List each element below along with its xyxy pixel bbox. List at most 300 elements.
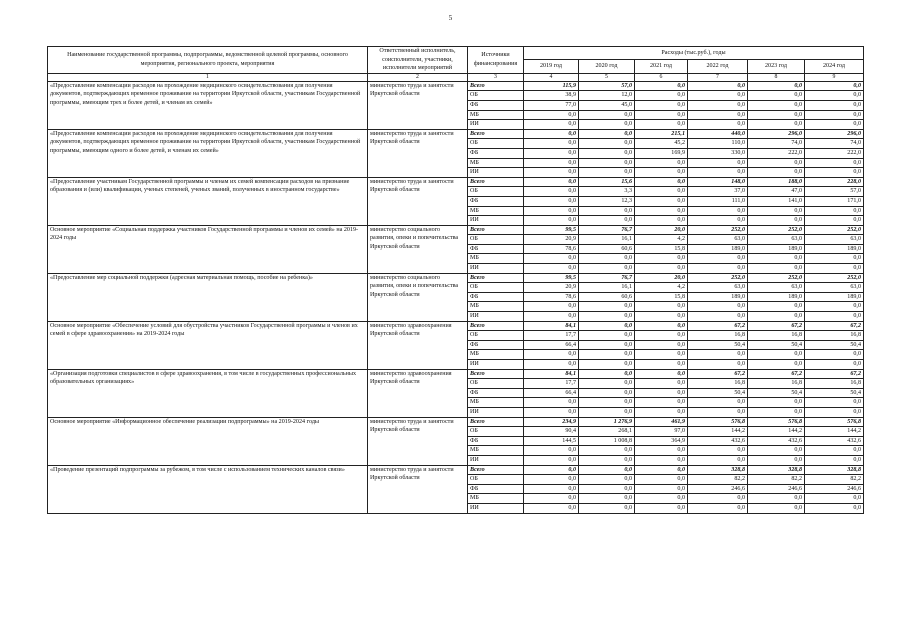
expense-value: 0,0 [635, 340, 688, 350]
expense-value: 16,8 [805, 331, 864, 341]
expense-value: 0,0 [635, 158, 688, 168]
expense-value: 0,0 [805, 446, 864, 456]
column-number: 8 [748, 73, 805, 81]
column-number: 6 [635, 73, 688, 81]
expense-value: 0,0 [688, 168, 748, 178]
expense-value: 0,0 [748, 350, 805, 360]
funding-source: Всего [468, 465, 524, 475]
expense-value: 0,0 [635, 350, 688, 360]
expense-value: 0,0 [688, 398, 748, 408]
table-row [48, 129, 864, 139]
expense-value: 432,6 [805, 436, 864, 446]
measure-name: «Проведение презентаций подпрограммы за рубежом, в том числе с использованием технических каналов связи» [48, 465, 368, 513]
expense-value: 0,0 [579, 206, 635, 216]
expense-value: 99,5 [524, 273, 579, 283]
expense-value: 246,6 [805, 484, 864, 494]
expense-value: 234,9 [524, 417, 579, 427]
expense-value: 0,0 [748, 100, 805, 110]
expense-value: 45,2 [635, 139, 688, 149]
expense-value: 252,0 [688, 225, 748, 235]
expense-value: 17,7 [524, 331, 579, 341]
expense-value: 0,0 [748, 110, 805, 120]
funding-source: Всего [468, 417, 524, 427]
expense-value: 0,0 [688, 120, 748, 130]
expense-value: 50,4 [748, 340, 805, 350]
expense-value: 0,0 [635, 484, 688, 494]
expense-value: 0,0 [805, 81, 864, 91]
expense-value: 0,0 [524, 302, 579, 312]
expense-value: 0,0 [748, 446, 805, 456]
expenses-table [47, 46, 864, 514]
table-row [48, 81, 864, 91]
expense-value: 0,0 [635, 264, 688, 274]
expense-value: 63,0 [688, 235, 748, 245]
expense-value: 0,0 [635, 196, 688, 206]
expense-value: 99,5 [524, 225, 579, 235]
expense-value: 0,0 [579, 455, 635, 465]
expense-value: 296,0 [748, 129, 805, 139]
expense-value: 0,0 [805, 494, 864, 504]
expense-value: 20,0 [635, 273, 688, 283]
expense-value: 16,1 [579, 283, 635, 293]
expense-value: 16,8 [805, 379, 864, 389]
expense-value: 0,0 [524, 484, 579, 494]
measure-name: Основное мероприятие «Информационное обеспечение реализации подпрограммы» на 2019-2024 годы [48, 417, 368, 465]
expense-value: 0,0 [524, 503, 579, 513]
expense-value: 0,0 [524, 350, 579, 360]
expense-value: 0,0 [579, 264, 635, 274]
expense-value: 0,0 [579, 340, 635, 350]
funding-source: ФБ [468, 196, 524, 206]
expense-value: 0,0 [524, 446, 579, 456]
expense-value: 0,0 [579, 139, 635, 149]
expense-value: 66,4 [524, 340, 579, 350]
header-year: 2022 год [688, 60, 748, 73]
expense-value: 74,0 [748, 139, 805, 149]
expense-value: 364,9 [635, 436, 688, 446]
expense-value: 0,0 [524, 264, 579, 274]
expense-value: 17,7 [524, 379, 579, 389]
expense-value: 1 008,8 [579, 436, 635, 446]
expense-value: 0,0 [579, 350, 635, 360]
funding-source: МБ [468, 206, 524, 216]
expense-value: 16,8 [688, 379, 748, 389]
expense-value: 144,2 [805, 427, 864, 437]
expense-value: 4,2 [635, 235, 688, 245]
funding-source: ОБ [468, 235, 524, 245]
expense-value: 189,0 [805, 292, 864, 302]
expense-value: 0,0 [688, 91, 748, 101]
expense-value: 66,4 [524, 388, 579, 398]
expense-value: 0,0 [635, 503, 688, 513]
expense-value: 57,0 [805, 187, 864, 197]
expense-value: 0,0 [688, 312, 748, 322]
expense-value: 222,0 [748, 148, 805, 158]
expense-value: 0,0 [524, 129, 579, 139]
responsible-executor: министерство труда и занятости Иркутской области [368, 129, 468, 177]
expense-value: 0,0 [635, 321, 688, 331]
expense-value: 110,0 [688, 139, 748, 149]
expense-value: 0,0 [579, 398, 635, 408]
expense-value: 0,0 [524, 177, 579, 187]
funding-source: ОБ [468, 283, 524, 293]
expense-value: 50,4 [688, 388, 748, 398]
expense-value: 0,0 [524, 120, 579, 130]
funding-source: ФБ [468, 148, 524, 158]
expense-value: 328,8 [805, 465, 864, 475]
header-expenses: Расходы (тыс.руб.), годы [524, 47, 864, 60]
funding-source: ИИ [468, 360, 524, 370]
expense-value: 296,0 [805, 129, 864, 139]
expense-value: 0,0 [579, 312, 635, 322]
column-number: 1 [48, 73, 368, 81]
expense-value: 0,0 [524, 494, 579, 504]
expense-value: 0,0 [688, 446, 748, 456]
expense-value: 0,0 [805, 158, 864, 168]
expense-value: 0,0 [635, 254, 688, 264]
funding-source: ИИ [468, 120, 524, 130]
expense-value: 228,0 [805, 177, 864, 187]
expense-value: 0,0 [579, 129, 635, 139]
expense-value: 144,5 [524, 436, 579, 446]
expense-value: 0,0 [748, 120, 805, 130]
responsible-executor: министерство социального развития, опеки и попечительства Иркутской области [368, 225, 468, 273]
expense-value: 215,1 [635, 129, 688, 139]
expense-value: 0,0 [748, 302, 805, 312]
expense-value: 0,0 [579, 321, 635, 331]
expense-value: 67,2 [688, 321, 748, 331]
expense-value: 15,6 [579, 177, 635, 187]
header-responsible: Ответственный исполнитель, соисполнители, участники, исполнители мероприятий [368, 47, 468, 74]
expense-value: 74,0 [805, 139, 864, 149]
expense-value: 82,2 [748, 475, 805, 485]
table-row [48, 177, 864, 187]
expense-value: 141,0 [748, 196, 805, 206]
expense-value: 20,9 [524, 283, 579, 293]
funding-source: ИИ [468, 168, 524, 178]
expense-value: 0,0 [635, 110, 688, 120]
expense-value: 63,0 [748, 283, 805, 293]
expense-value: 0,0 [635, 177, 688, 187]
expense-value: 97,0 [635, 427, 688, 437]
expense-value: 169,9 [635, 148, 688, 158]
expense-value: 0,0 [688, 100, 748, 110]
funding-source: ОБ [468, 187, 524, 197]
expense-value: 0,0 [524, 158, 579, 168]
expense-value: 0,0 [524, 148, 579, 158]
expense-value: 0,0 [524, 139, 579, 149]
expense-value: 15,8 [635, 244, 688, 254]
expense-value: 50,4 [805, 340, 864, 350]
expense-value: 0,0 [805, 312, 864, 322]
expense-value: 246,6 [688, 484, 748, 494]
funding-source: Всего [468, 177, 524, 187]
expense-value: 47,0 [748, 187, 805, 197]
expense-value: 0,0 [805, 350, 864, 360]
expense-value: 0,0 [524, 465, 579, 475]
funding-source: ФБ [468, 340, 524, 350]
expense-value: 0,0 [748, 312, 805, 322]
expense-value: 0,0 [579, 379, 635, 389]
expense-value: 90,4 [524, 427, 579, 437]
expense-value: 0,0 [524, 206, 579, 216]
expense-value: 0,0 [579, 168, 635, 178]
expense-value: 0,0 [635, 100, 688, 110]
expense-value: 67,2 [688, 369, 748, 379]
expense-value: 0,0 [805, 503, 864, 513]
expense-value: 222,0 [805, 148, 864, 158]
expense-value: 115,9 [524, 81, 579, 91]
expense-value: 189,0 [688, 292, 748, 302]
expense-value: 0,0 [688, 216, 748, 226]
expense-value: 3,3 [579, 187, 635, 197]
responsible-executor: министерство труда и занятости Иркутской области [368, 417, 468, 465]
expense-value: 0,0 [635, 360, 688, 370]
header-source: Источники финансирования [468, 47, 524, 74]
expense-value: 0,0 [688, 158, 748, 168]
expense-value: 0,0 [748, 360, 805, 370]
expense-value: 50,4 [688, 340, 748, 350]
table-row [48, 369, 864, 379]
measure-name: «Предоставление участникам Государственной программы и членам их семей компенсации расходов на признание образования и (или) квалификации, ученых степеней, ученых званий, полученных в иностранном государстве» [48, 177, 368, 225]
expense-value: 1 276,9 [579, 417, 635, 427]
column-number: 7 [688, 73, 748, 81]
expense-value: 328,8 [688, 465, 748, 475]
expense-value: 16,8 [748, 331, 805, 341]
expense-value: 0,0 [524, 216, 579, 226]
funding-source: ФБ [468, 292, 524, 302]
funding-source: ФБ [468, 484, 524, 494]
expense-value: 246,6 [748, 484, 805, 494]
expense-value: 0,0 [579, 503, 635, 513]
expense-value: 0,0 [805, 120, 864, 130]
expense-value: 0,0 [524, 475, 579, 485]
expense-value: 0,0 [688, 350, 748, 360]
funding-source: ОБ [468, 331, 524, 341]
expense-value: 0,0 [805, 100, 864, 110]
expense-value: 0,0 [805, 407, 864, 417]
expense-value: 0,0 [688, 110, 748, 120]
expense-value: 111,0 [688, 196, 748, 206]
funding-source: ФБ [468, 100, 524, 110]
funding-source: Всего [468, 273, 524, 283]
expense-value: 82,2 [688, 475, 748, 485]
expense-value: 0,0 [524, 196, 579, 206]
expense-value: 67,2 [748, 321, 805, 331]
funding-source: МБ [468, 302, 524, 312]
expense-value: 189,0 [748, 244, 805, 254]
expense-value: 0,0 [579, 158, 635, 168]
expense-value: 0,0 [805, 360, 864, 370]
expense-value: 57,0 [579, 81, 635, 91]
expense-value: 0,0 [524, 312, 579, 322]
expense-value: 78,6 [524, 292, 579, 302]
column-number: 9 [805, 73, 864, 81]
expense-value: 0,0 [579, 494, 635, 504]
measure-name: «Организация подготовки специалистов в сфере здравоохранения, в том числе в государственных профессиональных образовательных организациях» [48, 369, 368, 417]
expense-value: 0,0 [688, 455, 748, 465]
expense-value: 252,0 [805, 273, 864, 283]
expense-value: 0,0 [748, 455, 805, 465]
expense-value: 0,0 [635, 475, 688, 485]
expense-value: 0,0 [635, 455, 688, 465]
expense-value: 0,0 [524, 254, 579, 264]
measure-name: «Предоставление мер социальной поддержки (адресная материальная помощь, пособие на ребенка)» [48, 273, 368, 321]
expense-value: 0,0 [748, 158, 805, 168]
expense-value: 576,8 [688, 417, 748, 427]
expense-value: 0,0 [524, 360, 579, 370]
expense-value: 0,0 [524, 110, 579, 120]
funding-source: Всего [468, 225, 524, 235]
expense-value: 461,9 [635, 417, 688, 427]
funding-source: ОБ [468, 139, 524, 149]
expense-value: 328,8 [748, 465, 805, 475]
expense-value: 0,0 [805, 302, 864, 312]
column-number: 2 [368, 73, 468, 81]
expense-value: 76,7 [579, 225, 635, 235]
expense-value: 67,2 [748, 369, 805, 379]
responsible-executor: министерство труда и занятости Иркутской области [368, 81, 468, 129]
expense-value: 0,0 [579, 331, 635, 341]
expense-value: 0,0 [688, 360, 748, 370]
expense-value: 189,0 [688, 244, 748, 254]
funding-source: Всего [468, 81, 524, 91]
expense-value: 76,7 [579, 273, 635, 283]
expense-value: 0,0 [579, 475, 635, 485]
expense-value: 0,0 [635, 398, 688, 408]
measure-name: «Предоставление компенсации расходов на прохождение медицинского освидетельствования для получения документов, подтверждающих временное проживание на территории Иркутской области, участникам Государственной программы, имеющим трех и более детей, и членам их семей» [48, 81, 368, 129]
funding-source: МБ [468, 254, 524, 264]
expense-value: 0,0 [635, 465, 688, 475]
funding-source: МБ [468, 158, 524, 168]
table-row [48, 465, 864, 475]
expense-value: 0,0 [748, 503, 805, 513]
page-number: 5 [448, 14, 453, 22]
expense-value: 252,0 [805, 225, 864, 235]
funding-source: МБ [468, 110, 524, 120]
expense-value: 0,0 [805, 110, 864, 120]
expense-value: 144,2 [688, 427, 748, 437]
expense-value: 0,0 [635, 446, 688, 456]
expense-value: 0,0 [748, 407, 805, 417]
expense-value: 0,0 [748, 206, 805, 216]
table-body [48, 81, 864, 513]
expense-value: 0,0 [635, 168, 688, 178]
expense-value: 0,0 [524, 187, 579, 197]
funding-source: МБ [468, 398, 524, 408]
funding-source: ОБ [468, 379, 524, 389]
expense-value: 0,0 [635, 312, 688, 322]
expense-value: 63,0 [805, 235, 864, 245]
expense-value: 4,2 [635, 283, 688, 293]
responsible-executor: министерство здравоохранения Иркутской области [368, 321, 468, 369]
expense-value: 50,4 [805, 388, 864, 398]
expense-value: 0,0 [579, 484, 635, 494]
expense-value: 148,0 [688, 177, 748, 187]
funding-source: МБ [468, 446, 524, 456]
header-name: Наименование государственной программы, подпрограммы, ведомственной целевой программы, основного мероприятия, регионального проекта, мероприятия [48, 47, 368, 74]
expense-value: 432,6 [688, 436, 748, 446]
funding-source: ИИ [468, 407, 524, 417]
measure-name: Основное мероприятие «Социальная поддержка участников Государственной программы и членов их семей» на 2019-2024 годы [48, 225, 368, 273]
expense-value: 0,0 [748, 168, 805, 178]
header-year: 2024 год [805, 60, 864, 73]
measure-name: Основное мероприятие «Обеспечение условий для обустройства участников Государственной программы и членов их семей в сфере здравоохранения» на 2019-2024 годы [48, 321, 368, 369]
expense-value: 0,0 [635, 388, 688, 398]
expense-value: 0,0 [635, 81, 688, 91]
expense-value: 0,0 [688, 81, 748, 91]
expense-value: 15,8 [635, 292, 688, 302]
expense-value: 38,9 [524, 91, 579, 101]
expense-value: 60,6 [579, 292, 635, 302]
funding-source: ФБ [468, 244, 524, 254]
funding-source: ОБ [468, 91, 524, 101]
expense-value: 268,1 [579, 427, 635, 437]
expense-value: 0,0 [579, 120, 635, 130]
expense-value: 0,0 [805, 398, 864, 408]
funding-source: Всего [468, 321, 524, 331]
expense-value: 0,0 [579, 369, 635, 379]
expense-value: 0,0 [805, 254, 864, 264]
expense-value: 78,6 [524, 244, 579, 254]
expense-value: 252,0 [748, 273, 805, 283]
expense-value: 0,0 [579, 465, 635, 475]
responsible-executor: министерство труда и занятости Иркутской области [368, 177, 468, 225]
expense-value: 171,0 [805, 196, 864, 206]
expense-value: 37,0 [688, 187, 748, 197]
expense-value: 0,0 [579, 254, 635, 264]
funding-source: ИИ [468, 216, 524, 226]
expense-value: 77,0 [524, 100, 579, 110]
expense-value: 432,6 [748, 436, 805, 446]
expense-value: 0,0 [579, 446, 635, 456]
expense-value: 50,4 [748, 388, 805, 398]
expense-value: 0,0 [524, 168, 579, 178]
expense-value: 0,0 [579, 110, 635, 120]
expense-value: 67,2 [805, 321, 864, 331]
header-year: 2021 год [635, 60, 688, 73]
funding-source: ИИ [468, 503, 524, 513]
measure-name: «Предоставление компенсации расходов на прохождение медицинского освидетельствования для получения документов, подтверждающих временное проживание на территории Иркутской области, участникам Государственной программы, имеющим одного и более детей, и членам их семей» [48, 129, 368, 177]
expense-value: 0,0 [688, 206, 748, 216]
responsible-executor: министерство труда и занятости Иркутской области [368, 465, 468, 513]
expense-value: 0,0 [524, 455, 579, 465]
expense-value: 0,0 [579, 216, 635, 226]
expense-value: 0,0 [805, 206, 864, 216]
expense-value: 0,0 [635, 494, 688, 504]
responsible-executor: министерство здравоохранения Иркутской области [368, 369, 468, 417]
expense-value: 0,0 [748, 264, 805, 274]
funding-source: ФБ [468, 388, 524, 398]
expense-value: 0,0 [635, 302, 688, 312]
funding-source: Всего [468, 129, 524, 139]
expense-value: 0,0 [805, 264, 864, 274]
expense-value: 82,2 [805, 475, 864, 485]
funding-source: ОБ [468, 475, 524, 485]
expense-value: 0,0 [635, 120, 688, 130]
responsible-executor: министерство социального развития, опеки и попечительства Иркутской области [368, 273, 468, 321]
funding-source: ОБ [468, 427, 524, 437]
expense-value: 0,0 [748, 91, 805, 101]
expense-value: 0,0 [635, 91, 688, 101]
expense-value: 0,0 [688, 264, 748, 274]
expense-value: 0,0 [579, 360, 635, 370]
expense-value: 20,0 [635, 225, 688, 235]
expense-value: 0,0 [635, 206, 688, 216]
expense-value: 0,0 [635, 369, 688, 379]
expense-value: 252,0 [748, 225, 805, 235]
expense-value: 0,0 [635, 216, 688, 226]
